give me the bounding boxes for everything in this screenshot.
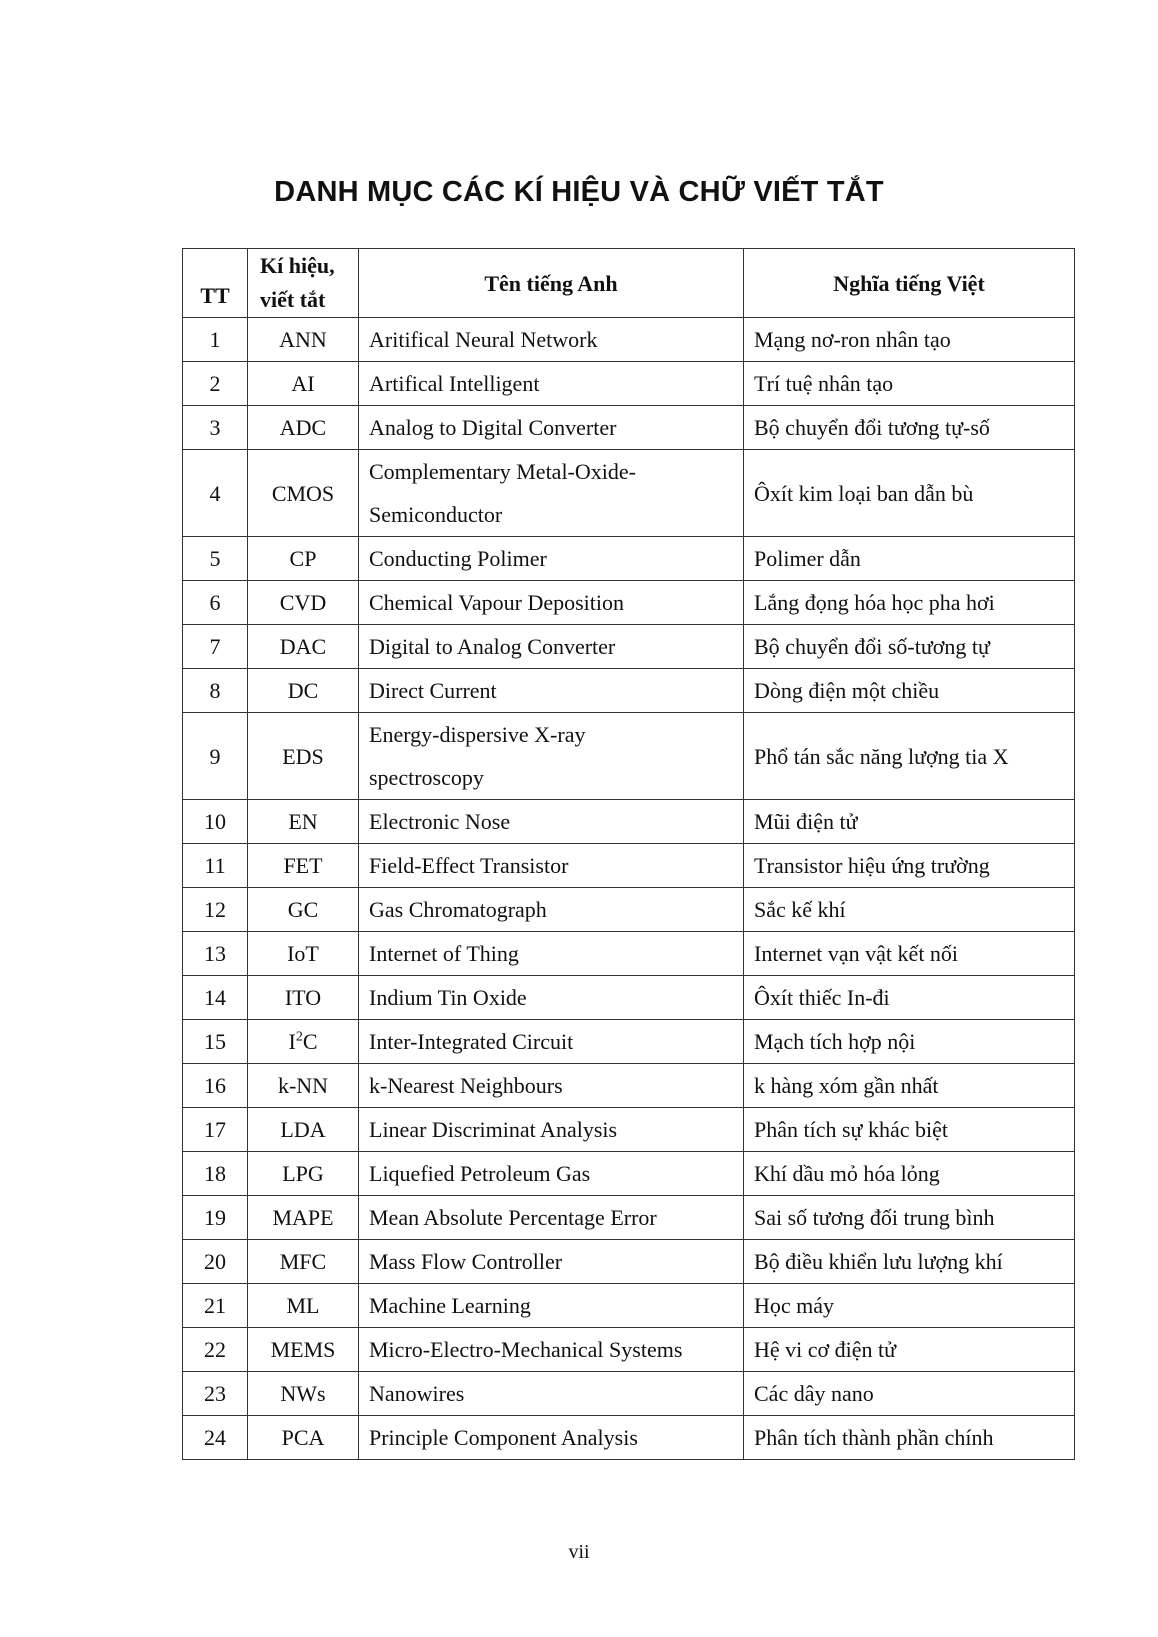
row-number: 24	[183, 1416, 248, 1460]
row-english-name: Analog to Digital Converter	[359, 406, 744, 450]
row-number: 9	[183, 713, 248, 800]
row-vietnamese-meaning: Các dây nano	[744, 1372, 1075, 1416]
abbreviations-table	[182, 248, 1075, 1460]
row-number: 14	[183, 976, 248, 1020]
table-row	[183, 932, 1075, 976]
row-abbreviation: PCA	[248, 1416, 359, 1460]
row-vietnamese-meaning: Polimer dẫn	[744, 537, 1075, 581]
table-row	[183, 537, 1075, 581]
row-english-name: Chemical Vapour Deposition	[359, 581, 744, 625]
header-abbreviation	[248, 249, 359, 318]
row-number: 7	[183, 625, 248, 669]
row-vietnamese-meaning: Hệ vi cơ điện tử	[744, 1328, 1075, 1372]
row-abbreviation: EN	[248, 800, 359, 844]
row-number: 16	[183, 1064, 248, 1108]
row-vietnamese-meaning: Phân tích sự khác biệt	[744, 1108, 1075, 1152]
row-english-name: Indium Tin Oxide	[359, 976, 744, 1020]
row-english-name: Mass Flow Controller	[359, 1240, 744, 1284]
row-vietnamese-meaning: Transistor hiệu ứng trường	[744, 844, 1075, 888]
row-number: 15	[183, 1020, 248, 1064]
row-number: 23	[183, 1372, 248, 1416]
table-row	[183, 800, 1075, 844]
row-number: 19	[183, 1196, 248, 1240]
header-abbreviation-line1: Kí hiệu,	[260, 253, 335, 278]
table-row	[183, 1020, 1075, 1064]
table-row	[183, 1416, 1075, 1460]
header-tt: TT	[183, 249, 248, 318]
table-row	[183, 450, 1075, 537]
row-abbreviation: CP	[248, 537, 359, 581]
table-row	[183, 844, 1075, 888]
row-english-name: Conducting Polimer	[359, 537, 744, 581]
row-vietnamese-meaning: Lắng đọng hóa học pha hơi	[744, 581, 1075, 625]
row-english-name: Digital to Analog Converter	[359, 625, 744, 669]
table-header-row	[183, 249, 1075, 318]
row-english-name	[359, 713, 744, 800]
row-number: 12	[183, 888, 248, 932]
row-number: 17	[183, 1108, 248, 1152]
row-abbreviation: LDA	[248, 1108, 359, 1152]
row-vietnamese-meaning: Bộ chuyển đổi số-tương tự	[744, 625, 1075, 669]
row-abbreviation: MEMS	[248, 1328, 359, 1372]
row-vietnamese-meaning: Học máy	[744, 1284, 1075, 1328]
row-abbreviation: CMOS	[248, 450, 359, 537]
table-row	[183, 406, 1075, 450]
row-vietnamese-meaning: Sai số tương đối trung bình	[744, 1196, 1075, 1240]
table-row	[183, 362, 1075, 406]
table-row	[183, 1328, 1075, 1372]
table-row	[183, 1284, 1075, 1328]
row-abbreviation: AI	[248, 362, 359, 406]
row-abbreviation: k-NN	[248, 1064, 359, 1108]
row-vietnamese-meaning: Sắc kế khí	[744, 888, 1075, 932]
row-abbreviation: EDS	[248, 713, 359, 800]
row-abbreviation: ADC	[248, 406, 359, 450]
row-vietnamese-meaning: Khí dầu mỏ hóa lỏng	[744, 1152, 1075, 1196]
row-english-name: k-Nearest Neighbours	[359, 1064, 744, 1108]
row-english-name-line2: spectroscopy	[369, 765, 484, 790]
abbr-base: I	[288, 1029, 296, 1054]
row-abbreviation: MFC	[248, 1240, 359, 1284]
row-english-name: Liquefied Petroleum Gas	[359, 1152, 744, 1196]
header-vietnamese-meaning: Nghĩa tiếng Việt	[744, 249, 1075, 318]
table-row	[183, 888, 1075, 932]
row-number: 4	[183, 450, 248, 537]
row-number: 8	[183, 669, 248, 713]
row-abbreviation	[248, 1020, 359, 1064]
row-english-name: Linear Discriminat Analysis	[359, 1108, 744, 1152]
row-number: 2	[183, 362, 248, 406]
row-abbreviation: DAC	[248, 625, 359, 669]
table-row	[183, 1372, 1075, 1416]
row-english-name-line1: Complementary Metal-Oxide-	[369, 459, 636, 484]
row-abbreviation: CVD	[248, 581, 359, 625]
row-number: 21	[183, 1284, 248, 1328]
row-abbreviation: IoT	[248, 932, 359, 976]
table-row	[183, 1064, 1075, 1108]
row-english-name: Inter-Integrated Circuit	[359, 1020, 744, 1064]
row-english-name: Aritifical Neural Network	[359, 318, 744, 362]
row-vietnamese-meaning: k hàng xóm gần nhất	[744, 1064, 1075, 1108]
row-vietnamese-meaning: Phân tích thành phần chính	[744, 1416, 1075, 1460]
row-number: 5	[183, 537, 248, 581]
row-number: 3	[183, 406, 248, 450]
row-english-name: Internet of Thing	[359, 932, 744, 976]
row-number: 20	[183, 1240, 248, 1284]
row-english-name: Nanowires	[359, 1372, 744, 1416]
header-abbreviation-line2: viết tắt	[260, 287, 326, 312]
abbr-tail: C	[302, 1029, 318, 1054]
row-vietnamese-meaning: Bộ điều khiển lưu lượng khí	[744, 1240, 1075, 1284]
row-vietnamese-meaning: Mạch tích hợp nội	[744, 1020, 1075, 1064]
row-vietnamese-meaning: Mạng nơ-ron nhân tạo	[744, 318, 1075, 362]
abbr-superscript: 2	[295, 1029, 303, 1045]
row-english-name	[359, 450, 744, 537]
page-title: DANH MỤC CÁC KÍ HIỆU VÀ CHỮ VIẾT TẮT	[274, 176, 884, 208]
header-english-name: Tên tiếng Anh	[359, 249, 744, 318]
row-english-name: Principle Component Analysis	[359, 1416, 744, 1460]
row-number: 18	[183, 1152, 248, 1196]
table-row	[183, 1152, 1075, 1196]
page-number: vii	[568, 1541, 590, 1563]
row-vietnamese-meaning: Trí tuệ nhân tạo	[744, 362, 1075, 406]
table-row	[183, 1196, 1075, 1240]
row-english-name: Electronic Nose	[359, 800, 744, 844]
row-number: 13	[183, 932, 248, 976]
row-english-name-line1: Energy-dispersive X-ray	[369, 722, 586, 747]
row-number: 11	[183, 844, 248, 888]
table-row	[183, 976, 1075, 1020]
row-english-name: Mean Absolute Percentage Error	[359, 1196, 744, 1240]
table-row	[183, 581, 1075, 625]
row-vietnamese-meaning: Mũi điện tử	[744, 800, 1075, 844]
row-abbreviation: FET	[248, 844, 359, 888]
table-row	[183, 625, 1075, 669]
row-abbreviation: ITO	[248, 976, 359, 1020]
row-number: 1	[183, 318, 248, 362]
row-english-name: Machine Learning	[359, 1284, 744, 1328]
row-abbreviation: ANN	[248, 318, 359, 362]
row-vietnamese-meaning: Internet vạn vật kết nối	[744, 932, 1075, 976]
row-vietnamese-meaning: Ôxít thiếc In-đi	[744, 976, 1075, 1020]
row-abbreviation: DC	[248, 669, 359, 713]
row-english-name-line2: Semiconductor	[369, 502, 503, 527]
row-vietnamese-meaning: Phổ tán sắc năng lượng tia X	[744, 713, 1075, 800]
row-vietnamese-meaning: Dòng điện một chiều	[744, 669, 1075, 713]
row-english-name: Direct Current	[359, 669, 744, 713]
table-row	[183, 318, 1075, 362]
row-vietnamese-meaning: Bộ chuyển đổi tương tự-số	[744, 406, 1075, 450]
row-english-name: Artifical Intelligent	[359, 362, 744, 406]
table-row	[183, 713, 1075, 800]
table-row	[183, 669, 1075, 713]
row-english-name: Micro-Electro-Mechanical Systems	[359, 1328, 744, 1372]
row-english-name: Field-Effect Transistor	[359, 844, 744, 888]
row-number: 10	[183, 800, 248, 844]
row-abbreviation: MAPE	[248, 1196, 359, 1240]
row-abbreviation: ML	[248, 1284, 359, 1328]
row-abbreviation: GC	[248, 888, 359, 932]
table-row	[183, 1108, 1075, 1152]
row-english-name: Gas Chromatograph	[359, 888, 744, 932]
row-vietnamese-meaning: Ôxít kim loại ban dẫn bù	[744, 450, 1075, 537]
table-row	[183, 1240, 1075, 1284]
row-abbreviation: NWs	[248, 1372, 359, 1416]
row-number: 22	[183, 1328, 248, 1372]
row-abbreviation: LPG	[248, 1152, 359, 1196]
row-number: 6	[183, 581, 248, 625]
